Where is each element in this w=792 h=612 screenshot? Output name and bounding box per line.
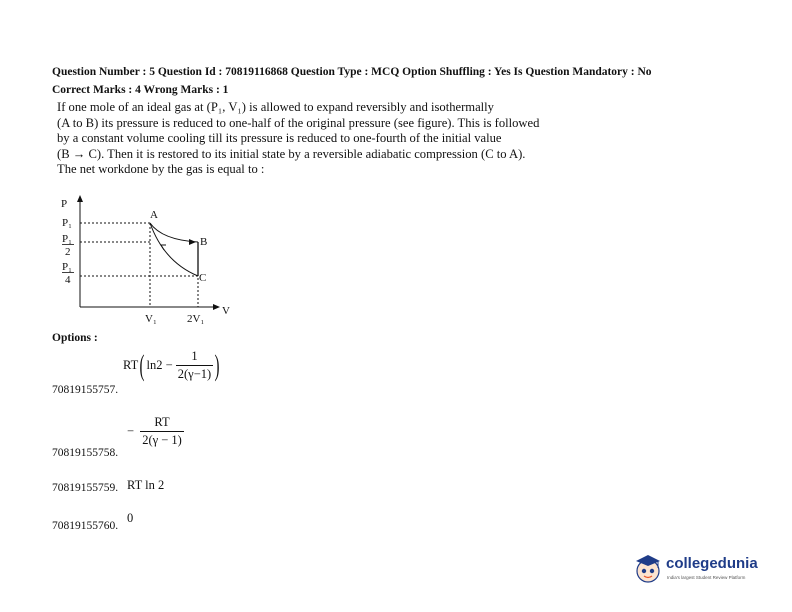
point-b-label: B bbox=[200, 236, 208, 248]
mascot-icon bbox=[632, 553, 664, 587]
question-meta-line: Question Number : 5 Question Id : 70819116868 Question Type : MCQ Option Shuffling : Yes Is Question Mandatory : No bbox=[52, 66, 652, 78]
option-id[interactable]: 70819155757. bbox=[52, 384, 119, 396]
question-line: (B → C). Then it is restored to its initial state by a reversible adiabatic compression (C to A). bbox=[57, 146, 526, 161]
p1-label: P₁ bbox=[62, 217, 72, 229]
p-quarter-num-label: P₁ bbox=[62, 261, 72, 273]
right-paren-icon: ) bbox=[214, 348, 220, 382]
denominator: 2(γ − 1) bbox=[142, 433, 182, 447]
fraction bbox=[140, 415, 184, 448]
numerator: RT bbox=[140, 415, 184, 432]
marks-line: Correct Marks : 4 Wrong Marks : 1 bbox=[52, 84, 229, 96]
y-axis-label: P bbox=[61, 198, 68, 210]
fraction bbox=[176, 349, 213, 382]
logo-tagline: India's largest Student Review Platform bbox=[667, 575, 746, 580]
option-id[interactable]: 70819155759. bbox=[52, 482, 119, 494]
question-text bbox=[57, 100, 539, 178]
point-a-label: A bbox=[150, 209, 158, 221]
p-half-num-label: P₁ bbox=[62, 233, 72, 245]
logo-wordmark: collegedunia bbox=[666, 555, 758, 572]
question-line: If one mole of an ideal gas at (P₁, V₁) is allowed to expand reversibly and isothermally bbox=[57, 100, 494, 114]
option-id[interactable]: 70819155760. bbox=[52, 520, 119, 532]
denominator: 2(γ−1) bbox=[177, 367, 212, 381]
ca-arrow-icon bbox=[161, 245, 166, 250]
p-half-den-label: 2 bbox=[65, 246, 71, 258]
option-4-expression[interactable]: 0 bbox=[127, 511, 134, 525]
question-line: (A to B) its pressure is reduced to one-half of the original pressure (see figure). This is followed bbox=[57, 115, 540, 130]
rt-prefix: RT bbox=[123, 358, 139, 372]
y-axis-arrow-icon bbox=[77, 195, 83, 202]
option-1-expression[interactable] bbox=[123, 349, 218, 382]
numerator: 1 bbox=[176, 349, 213, 366]
collegedunia-logo[interactable] bbox=[632, 553, 762, 587]
question-line: The net workdone by the gas is equal to : bbox=[57, 162, 265, 177]
option-id[interactable]: 70819155758. bbox=[52, 447, 119, 459]
v2-label: 2V₁ bbox=[187, 313, 205, 325]
left-paren-icon: ( bbox=[139, 348, 145, 382]
pv-diagram bbox=[40, 190, 250, 340]
options-label: Options : bbox=[52, 332, 98, 344]
ln2-term: ln2 − bbox=[146, 358, 173, 372]
v1-label: V₁ bbox=[145, 313, 157, 325]
option-2-expression[interactable] bbox=[127, 415, 184, 448]
ab-arrow-icon bbox=[189, 239, 196, 245]
minus-sign: − bbox=[127, 424, 135, 438]
point-c-label: C bbox=[199, 272, 207, 284]
x-axis-arrow-icon bbox=[213, 304, 220, 310]
question-line: by a constant volume cooling till its pressure is reduced to one-fourth of the initial value bbox=[57, 131, 502, 146]
p-quarter-den-label: 4 bbox=[65, 274, 71, 286]
option-3-expression[interactable]: RT ln 2 bbox=[127, 478, 165, 492]
x-axis-label: V bbox=[222, 305, 230, 317]
